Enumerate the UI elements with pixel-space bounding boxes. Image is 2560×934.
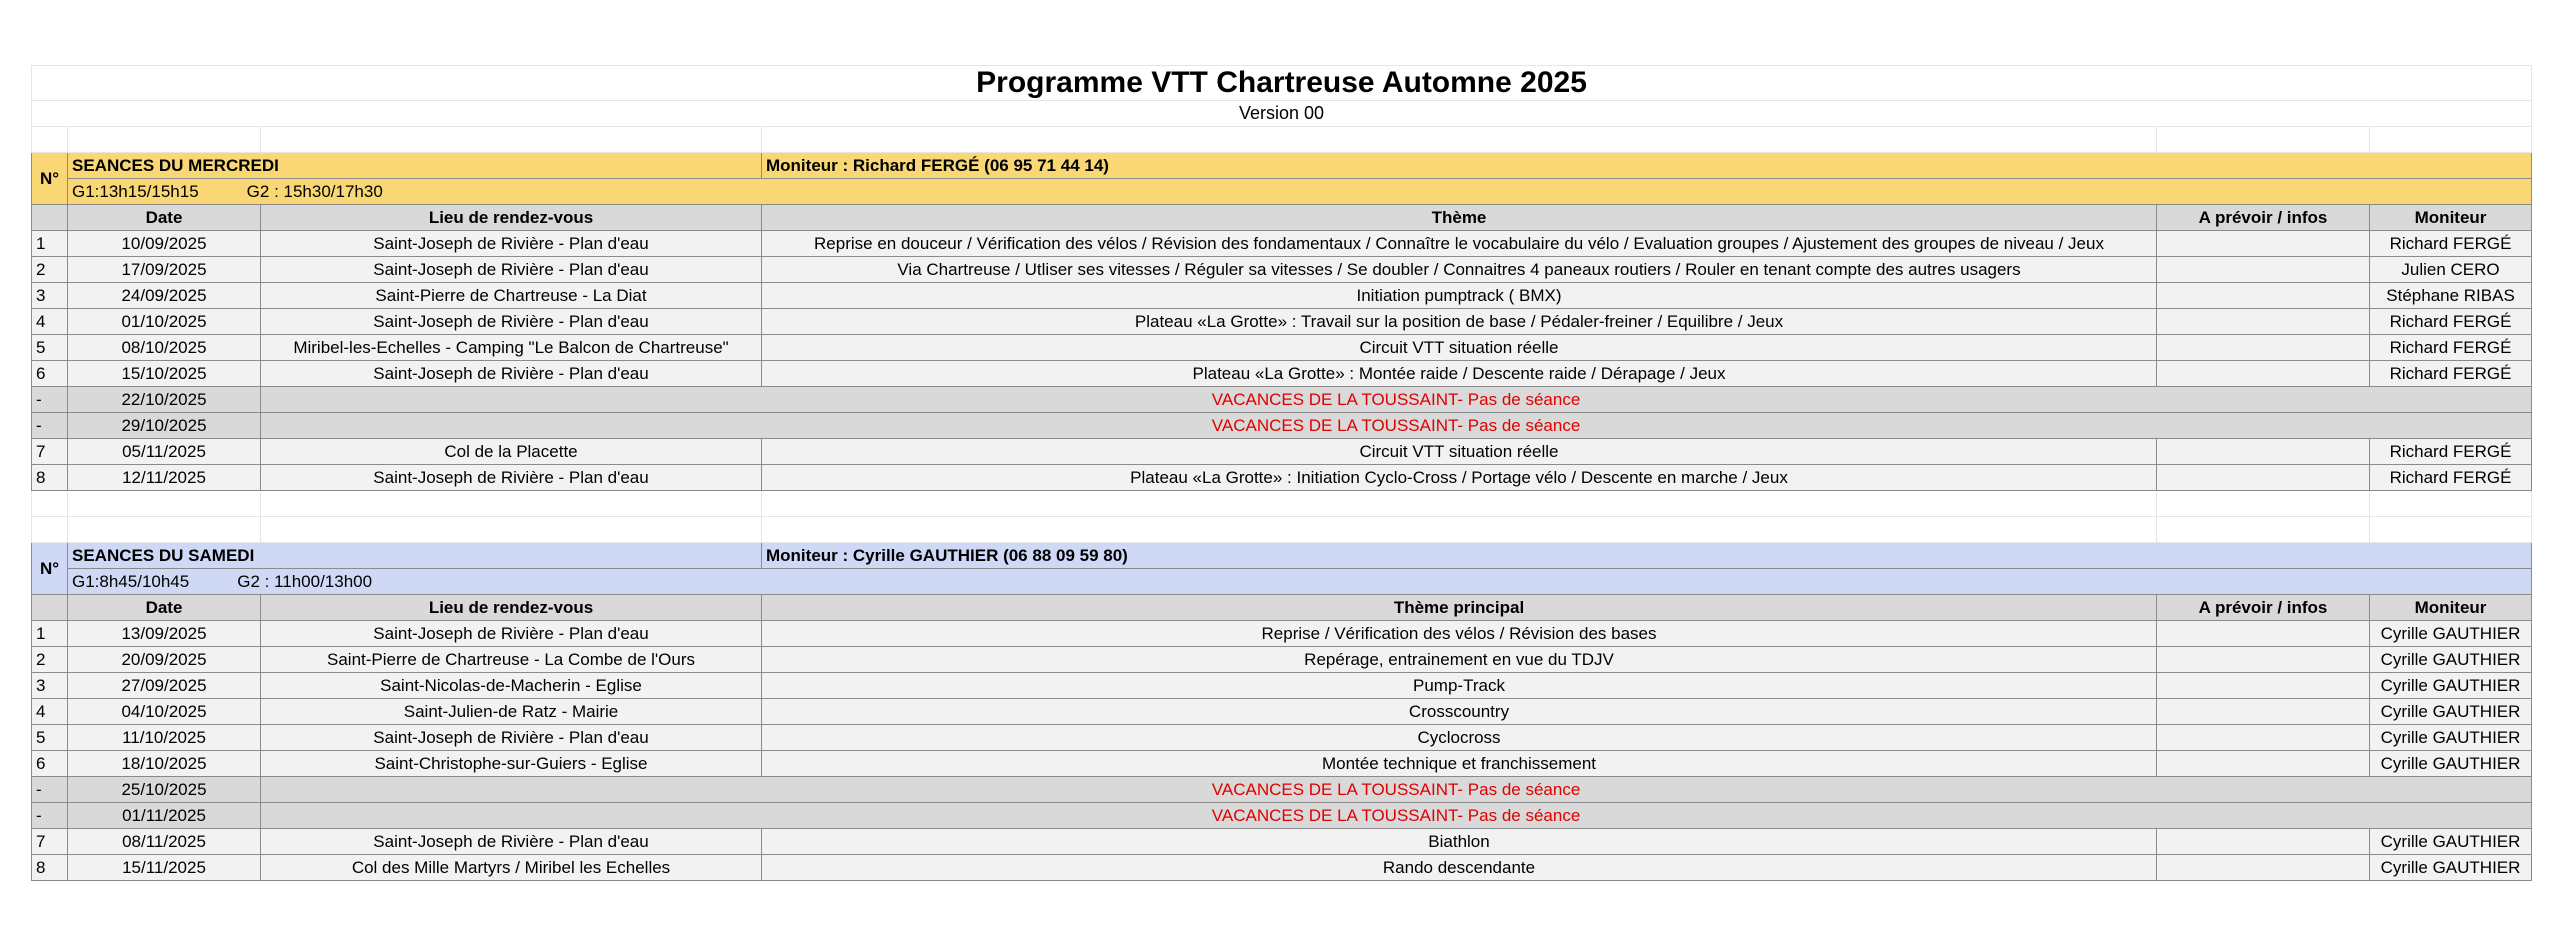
row-number: 5 [32,725,68,751]
column-header-monitor: Moniteur [2370,205,2532,231]
row-number: 7 [32,829,68,855]
row-place: Saint-Pierre de Chartreuse - La Combe de l'Ours [261,647,762,673]
row-info [2157,439,2370,465]
row-date: 15/11/2025 [68,855,261,881]
row-place: Saint-Joseph de Rivière - Plan d'eau [261,231,762,257]
program-table [31,65,2532,881]
row-number: - [32,777,68,803]
wednesday-g1: G1:13h15/15h15 [72,181,199,201]
saturday-num-header: N° [32,543,68,595]
row-date: 15/10/2025 [68,361,261,387]
column-header-theme: Thème principal [762,595,2157,621]
row-info [2157,283,2370,309]
spreadsheet [31,65,2531,881]
blank-cell [2157,517,2370,543]
row-place: Saint-Julien-de Ratz - Mairie [261,699,762,725]
row-theme: Via Chartreuse / Utliser ses vitesses / Réguler sa vitesses / Se doubler / Connaitres 4 paneaux routiers / Rouler en tenant compte des autres usagers [762,257,2157,283]
blank-cell [32,517,68,543]
blank-cell [32,205,68,231]
column-header-date: Date [68,205,261,231]
row-info [2157,361,2370,387]
table-row [32,621,2532,647]
row-theme: Rando descendante [762,855,2157,881]
row-theme: Cyclocross [762,725,2157,751]
row-date: 17/09/2025 [68,257,261,283]
column-header-row [32,595,2532,621]
table-row [32,439,2532,465]
row-monitor: Richard FERGÉ [2370,335,2532,361]
row-place: Saint-Christophe-sur-Guiers - Eglise [261,751,762,777]
row-number: - [32,387,68,413]
blank-cell [68,127,261,153]
table-row [32,231,2532,257]
row-number: 2 [32,257,68,283]
row-monitor: Richard FERGÉ [2370,465,2532,491]
row-info [2157,335,2370,361]
version-label: Version 00 [32,101,2532,127]
row-place: Saint-Pierre de Chartreuse - La Diat [261,283,762,309]
row-date: 18/10/2025 [68,751,261,777]
row-info [2157,751,2370,777]
row-date: 20/09/2025 [68,647,261,673]
row-theme: Plateau «La Grotte» : Montée raide / Descente raide / Dérapage / Jeux [762,361,2157,387]
row-info [2157,309,2370,335]
blank-cell [32,127,68,153]
blank-cell [2157,127,2370,153]
row-date: 04/10/2025 [68,699,261,725]
row-date: 08/10/2025 [68,335,261,361]
column-header-row [32,205,2532,231]
table-row [32,699,2532,725]
saturday-g2: G2 : 11h00/13h00 [237,571,373,591]
row-monitor: Julien CERO [2370,257,2532,283]
saturday-g1: G1:8h45/10h45 [72,571,190,591]
row-date: 22/10/2025 [68,387,261,413]
row-place: Saint-Joseph de Rivière - Plan d'eau [261,465,762,491]
row-date: 25/10/2025 [68,777,261,803]
row-info [2157,725,2370,751]
blank-cell [2157,491,2370,517]
row-theme: Plateau «La Grotte» : Travail sur la position de base / Pédaler-freiner / Equilibre / Jeux [762,309,2157,335]
row-theme: Montée technique et franchissement [762,751,2157,777]
row-theme: Biathlon [762,829,2157,855]
blank-cell [68,517,261,543]
row-place: Miribel-les-Echelles - Camping "Le Balcon de Chartreuse" [261,335,762,361]
column-header-info: A prévoir / infos [2157,205,2370,231]
row-date: 11/10/2025 [68,725,261,751]
row-number: 3 [32,673,68,699]
wednesday-table [32,205,2532,491]
row-number: 4 [32,699,68,725]
wednesday-monitor-line: Moniteur : Richard FERGÉ (06 95 71 44 14) [762,153,2532,179]
row-info [2157,257,2370,283]
vacation-row [32,777,2532,803]
blank-cell [261,517,762,543]
row-info [2157,647,2370,673]
row-date: 24/09/2025 [68,283,261,309]
row-number: 5 [32,335,68,361]
row-place: Saint-Joseph de Rivière - Plan d'eau [261,257,762,283]
saturday-section-title: SEANCES DU SAMEDI [68,543,762,569]
row-monitor: Cyrille GAUTHIER [2370,699,2532,725]
row-number: 6 [32,751,68,777]
column-header-info: A prévoir / infos [2157,595,2370,621]
blank-cell [2370,491,2532,517]
row-monitor: Cyrille GAUTHIER [2370,673,2532,699]
row-place: Saint-Joseph de Rivière - Plan d'eau [261,725,762,751]
column-header-theme: Thème [762,205,2157,231]
row-date: 27/09/2025 [68,673,261,699]
row-monitor: Richard FERGÉ [2370,231,2532,257]
row-number: 1 [32,621,68,647]
table-row [32,257,2532,283]
table-row [32,335,2532,361]
column-header-place: Lieu de rendez-vous [261,595,762,621]
column-header-date: Date [68,595,261,621]
row-place: Saint-Joseph de Rivière - Plan d'eau [261,829,762,855]
row-theme: Repérage, entrainement en vue du TDJV [762,647,2157,673]
row-monitor: Cyrille GAUTHIER [2370,647,2532,673]
saturday-groups [68,569,2532,595]
row-number: 8 [32,465,68,491]
table-row [32,725,2532,751]
row-monitor: Richard FERGÉ [2370,361,2532,387]
blank-cell [32,491,68,517]
row-number: 7 [32,439,68,465]
row-place: Saint-Joseph de Rivière - Plan d'eau [261,361,762,387]
vacation-row [32,387,2532,413]
blank-cell [762,491,2157,517]
row-number: 8 [32,855,68,881]
row-info [2157,829,2370,855]
blank-cell [261,127,762,153]
row-theme: Reprise / Vérification des vélos / Révision des bases [762,621,2157,647]
row-number: 2 [32,647,68,673]
row-theme: Circuit VTT situation réelle [762,439,2157,465]
wednesday-g2: G2 : 15h30/17h30 [246,181,383,201]
row-info [2157,465,2370,491]
row-monitor: Stéphane RIBAS [2370,283,2532,309]
row-theme: Plateau «La Grotte» : Initiation Cyclo-Cross / Portage vélo / Descente en marche / Jeux [762,465,2157,491]
row-number: - [32,413,68,439]
table-row [32,829,2532,855]
row-place: Saint-Nicolas-de-Macherin - Eglise [261,673,762,699]
row-theme: Pump-Track [762,673,2157,699]
row-number: - [32,803,68,829]
row-info [2157,621,2370,647]
row-date: 01/10/2025 [68,309,261,335]
wednesday-groups [68,179,2532,205]
row-theme: Reprise en douceur / Vérification des vélos / Révision des fondamentaux / Connaître le vocabulaire du vélo / Evaluation groupes / Ajustement des groupes de niveau / Jeux [762,231,2157,257]
table-row [32,751,2532,777]
column-header-monitor: Moniteur [2370,595,2532,621]
row-date: 05/11/2025 [68,439,261,465]
table-row [32,361,2532,387]
row-monitor: Richard FERGÉ [2370,439,2532,465]
table-row [32,855,2532,881]
table-row [32,309,2532,335]
row-monitor: Cyrille GAUTHIER [2370,725,2532,751]
vacation-notice: VACANCES DE LA TOUSSAINT- Pas de séance [261,413,2532,439]
column-header-place: Lieu de rendez-vous [261,205,762,231]
row-place: Col de la Placette [261,439,762,465]
vacation-row [32,413,2532,439]
row-theme: Initiation pumptrack ( BMX) [762,283,2157,309]
row-date: 01/11/2025 [68,803,261,829]
row-monitor: Cyrille GAUTHIER [2370,621,2532,647]
table-row [32,283,2532,309]
row-theme: Crosscountry [762,699,2157,725]
row-number: 4 [32,309,68,335]
row-info [2157,673,2370,699]
saturday-table [32,595,2532,881]
vacation-row [32,803,2532,829]
blank-cell [762,127,2157,153]
saturday-monitor-line: Moniteur : Cyrille GAUTHIER (06 88 09 59 80) [762,543,2532,569]
wednesday-section-title: SEANCES DU MERCREDI [68,153,762,179]
row-number: 1 [32,231,68,257]
row-number: 6 [32,361,68,387]
page-title: Programme VTT Chartreuse Automne 2025 [32,66,2532,101]
blank-cell [762,517,2157,543]
row-monitor: Cyrille GAUTHIER [2370,829,2532,855]
row-theme: Circuit VTT situation réelle [762,335,2157,361]
blank-cell [261,491,762,517]
row-number: 3 [32,283,68,309]
row-place: Col des Mille Martyrs / Miribel les Echelles [261,855,762,881]
vacation-notice: VACANCES DE LA TOUSSAINT- Pas de séance [261,777,2532,803]
table-row [32,673,2532,699]
blank-cell [2370,517,2532,543]
row-date: 12/11/2025 [68,465,261,491]
row-info [2157,231,2370,257]
row-date: 10/09/2025 [68,231,261,257]
table-row [32,465,2532,491]
vacation-notice: VACANCES DE LA TOUSSAINT- Pas de séance [261,387,2532,413]
wednesday-num-header: N° [32,153,68,205]
row-place: Saint-Joseph de Rivière - Plan d'eau [261,309,762,335]
row-info [2157,855,2370,881]
row-date: 29/10/2025 [68,413,261,439]
blank-cell [68,491,261,517]
row-date: 08/11/2025 [68,829,261,855]
row-info [2157,699,2370,725]
row-date: 13/09/2025 [68,621,261,647]
blank-cell [32,595,68,621]
table-row [32,647,2532,673]
row-monitor: Richard FERGÉ [2370,309,2532,335]
row-monitor: Cyrille GAUTHIER [2370,855,2532,881]
vacation-notice: VACANCES DE LA TOUSSAINT- Pas de séance [261,803,2532,829]
blank-cell [2370,127,2532,153]
row-monitor: Cyrille GAUTHIER [2370,751,2532,777]
row-place: Saint-Joseph de Rivière - Plan d'eau [261,621,762,647]
